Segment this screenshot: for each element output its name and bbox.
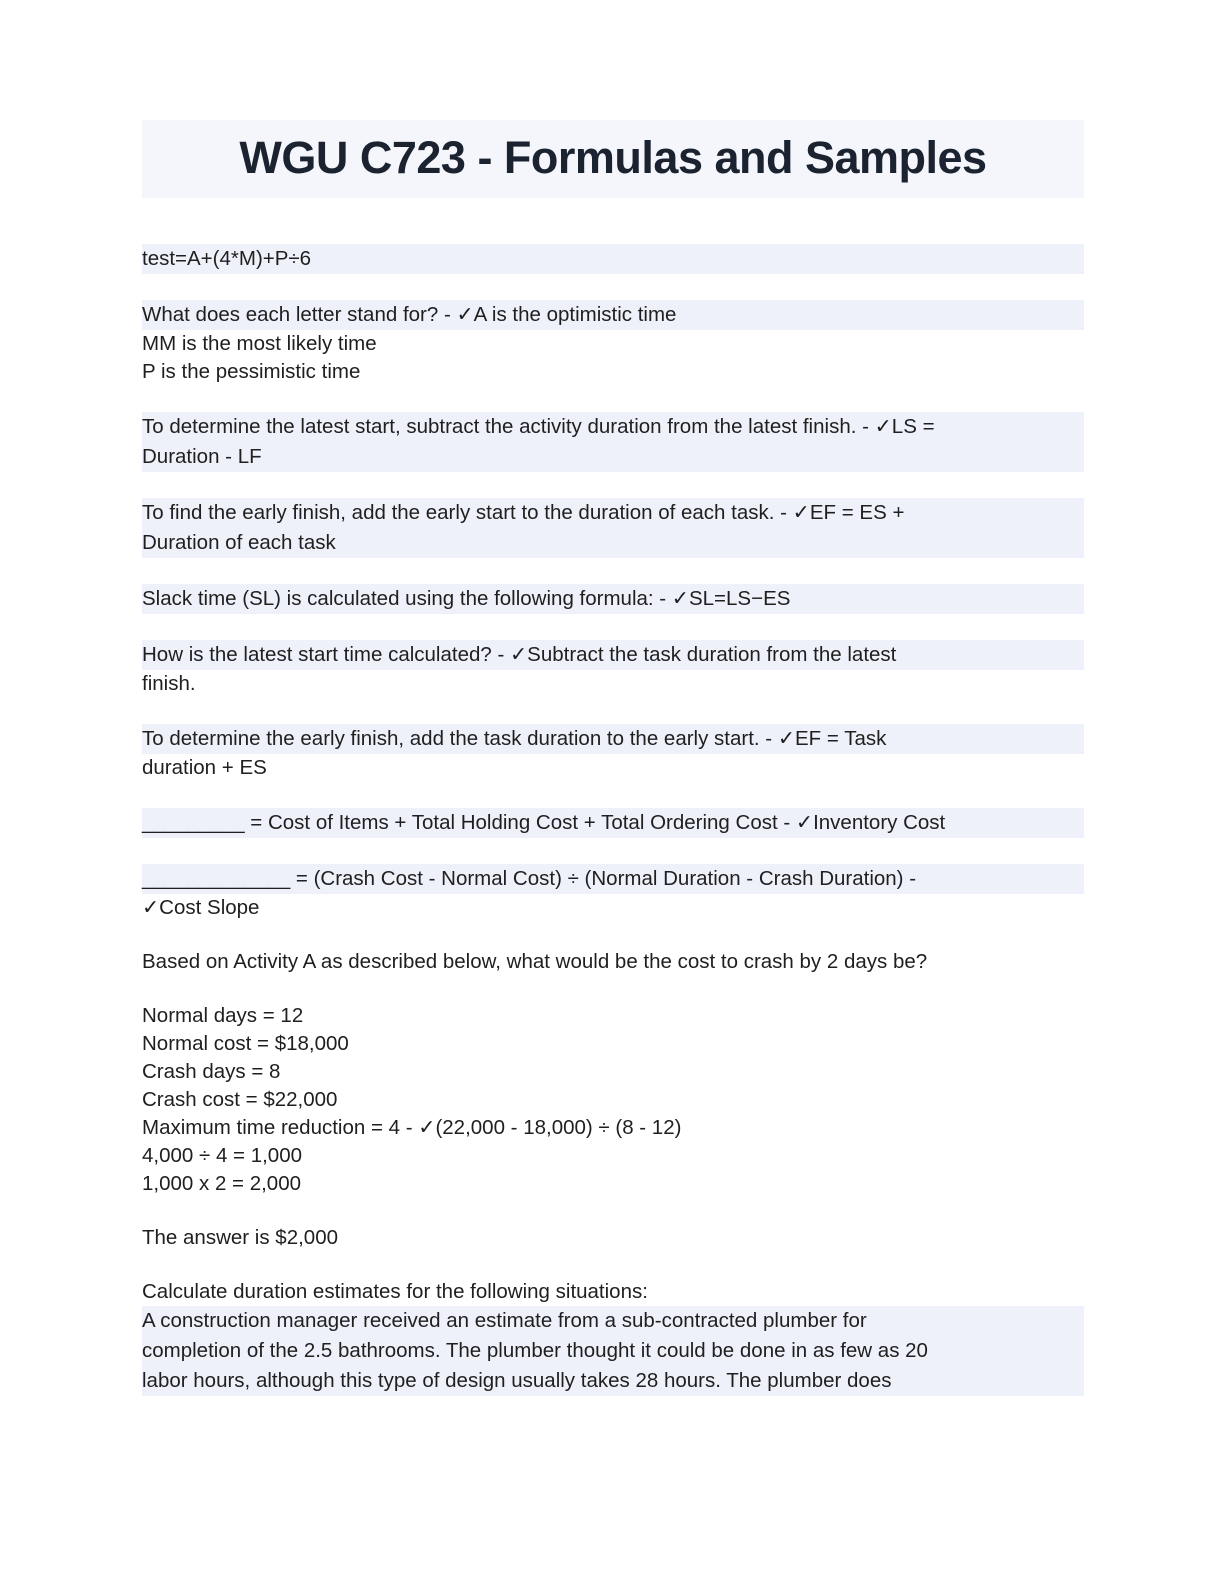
paragraph-pert-formula <box>142 244 1084 274</box>
document-body <box>142 244 1084 1396</box>
paragraph-crash-question <box>142 948 1084 976</box>
text-line: How is the latest start time calculated? - ✓Subtract the task duration from the latest <box>142 640 1084 670</box>
paragraph-early-finish <box>142 498 1084 558</box>
page-title: WGU C723 - Formulas and Samples <box>239 132 987 183</box>
text-line: Normal cost = $18,000 <box>142 1032 349 1055</box>
text-line: To determine the early finish, add the task duration to the early start. - ✓EF = Task <box>142 724 1084 754</box>
paragraph-slack-time <box>142 584 1084 614</box>
paragraph-crash-data <box>142 1002 1084 1198</box>
text-line: To find the early finish, add the early start to the duration of each task. - ✓EF = ES + <box>142 498 1084 528</box>
text-line: A construction manager received an estimate from a sub-contracted plumber for <box>142 1306 1084 1336</box>
text-line: The answer is $2,000 <box>142 1226 339 1249</box>
text-line: What does each letter stand for? - ✓A is the optimistic time <box>142 300 1084 330</box>
text-line: Normal days = 12 <box>142 1004 304 1027</box>
text-line: ✓Cost Slope <box>142 896 260 919</box>
text-line: completion of the 2.5 bathrooms. The plumber thought it could be done in as few as 20 <box>142 1336 1084 1366</box>
text-line: Maximum time reduction = 4 - ✓(22,000 - 18,000) ÷ (8 - 12) <box>142 1116 682 1139</box>
paragraph-early-finish-2 <box>142 724 1084 782</box>
paragraph-latest-start-time <box>142 640 1084 698</box>
paragraph-cost-slope <box>142 864 1084 922</box>
paragraph-inventory-cost <box>142 808 1084 838</box>
text-line: Crash cost = $22,000 <box>142 1088 338 1111</box>
text-line: P is the pessimistic time <box>142 360 361 383</box>
text-line: Crash days = 8 <box>142 1060 281 1083</box>
text-line: MM is the most likely time <box>142 332 377 355</box>
text-line: _____________ = (Crash Cost - Normal Cost) ÷ (Normal Duration - Crash Duration) - <box>142 864 1084 894</box>
paragraph-duration-estimates <box>142 1278 1084 1396</box>
text-line: finish. <box>142 672 196 695</box>
paragraph-latest-start <box>142 412 1084 472</box>
text-line: duration + ES <box>142 756 267 779</box>
page-title-band <box>142 120 1084 198</box>
text-line: Based on Activity A as described below, what would be the cost to crash by 2 days be? <box>142 950 928 973</box>
text-line: Slack time (SL) is calculated using the following formula: - ✓SL=LS−ES <box>142 584 1084 614</box>
text-line: labor hours, although this type of design usually takes 28 hours. The plumber does <box>142 1366 1084 1396</box>
text-line: Duration of each task <box>142 528 1084 558</box>
text-line: test=A+(4*M)+P÷6 <box>142 244 1084 274</box>
paragraph-crash-answer <box>142 1224 1084 1252</box>
text-line: Calculate duration estimates for the following situations: <box>142 1280 648 1303</box>
text-line: 1,000 x 2 = 2,000 <box>142 1172 302 1195</box>
text-line: To determine the latest start, subtract the activity duration from the latest finish. - ✓LS = <box>142 412 1084 442</box>
text-line: _________ = Cost of Items + Total Holding Cost + Total Ordering Cost - ✓Inventory Cost <box>142 808 1084 838</box>
paragraph-letters-meaning <box>142 300 1084 386</box>
text-line: 4,000 ÷ 4 = 1,000 <box>142 1144 303 1167</box>
text-line: Duration - LF <box>142 442 1084 472</box>
